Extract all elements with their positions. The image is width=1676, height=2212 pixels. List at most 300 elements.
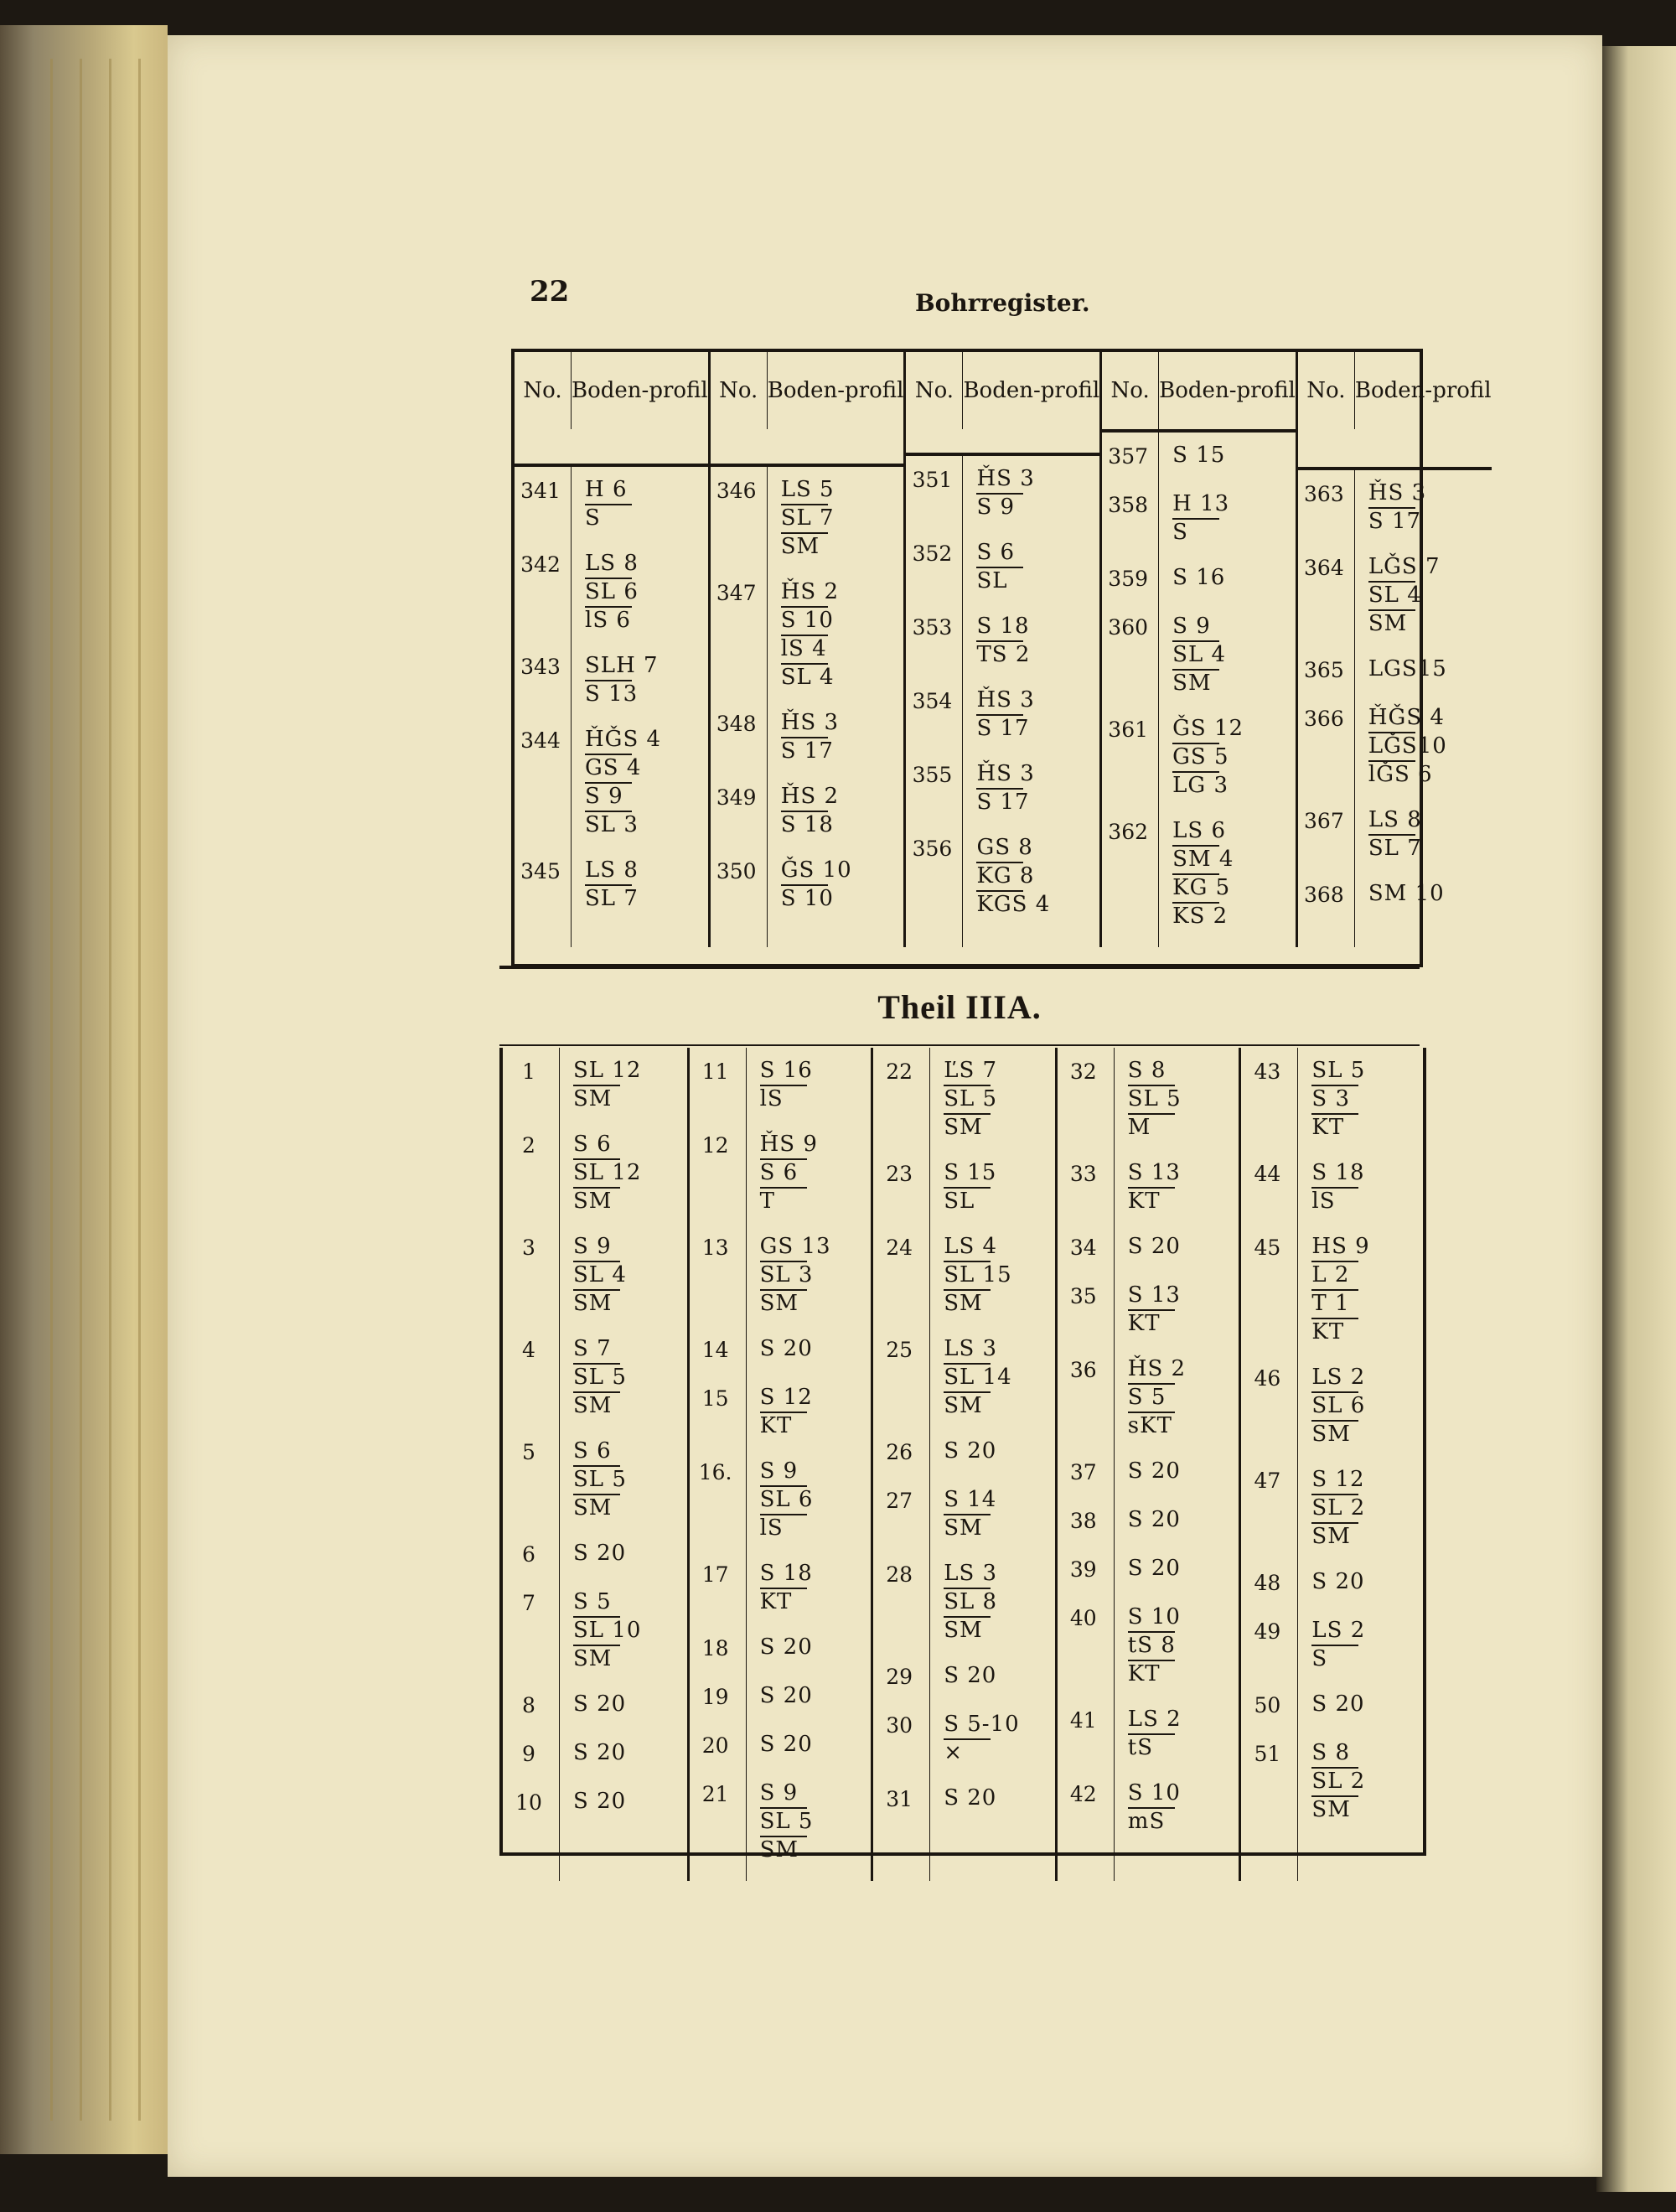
bore-number: 36 — [1069, 1358, 1097, 1382]
header-line: Boden- — [963, 377, 1041, 403]
soil-layer: LS 3 — [944, 1561, 998, 1586]
soil-layer: SL 2 — [1311, 1494, 1423, 1522]
bore-number: 362 — [1108, 820, 1149, 844]
soil-layer: S 7 — [573, 1336, 612, 1361]
column-header-bodenprofil — [572, 352, 708, 429]
soil-layer: ȞS 3 — [976, 687, 1035, 712]
soil-layer: SM — [760, 1289, 872, 1318]
soil-layer: S 3 — [1311, 1085, 1423, 1113]
register-entry — [690, 1383, 872, 1440]
table-column — [503, 1048, 687, 1881]
bore-number: 47 — [1254, 1469, 1281, 1493]
soil-layer: S 18 — [976, 614, 1030, 639]
soil-layer: S 12 — [1311, 1467, 1365, 1492]
register-entry — [1058, 1603, 1239, 1688]
register-entry — [1058, 1457, 1239, 1489]
soil-layer: S 5-10 — [944, 1712, 1020, 1737]
register-entry — [1058, 1281, 1239, 1338]
soil-layer: S 9 — [1172, 614, 1211, 639]
bore-number: 40 — [1069, 1606, 1097, 1630]
facing-page-edge — [1596, 46, 1676, 2192]
soil-layer: KT — [1311, 1318, 1423, 1346]
bore-number: 344 — [520, 728, 561, 754]
soil-layer: ȞǦS 4 — [585, 727, 662, 753]
soil-layer: KT — [1128, 1660, 1239, 1688]
register-entry — [1298, 806, 1492, 863]
bore-number: 1 — [522, 1059, 535, 1084]
bore-number: 21 — [701, 1782, 729, 1806]
soil-layer: SL 5 — [573, 1465, 687, 1494]
soil-layer: S 20 — [573, 1740, 627, 1765]
soil-layer: S 10 — [781, 884, 904, 913]
soil-layer: SM — [760, 1836, 872, 1864]
bore-number: 42 — [1069, 1782, 1097, 1806]
bore-number: 353 — [912, 615, 953, 640]
register-entry — [873, 1334, 1055, 1420]
bore-number: 51 — [1254, 1742, 1281, 1766]
bore-number: 10 — [515, 1790, 542, 1815]
bore-number: 14 — [701, 1338, 729, 1362]
soil-layer: S 10 — [1127, 1780, 1181, 1805]
column-header-no: No. — [1298, 352, 1355, 429]
soil-layer: SL 5 — [1311, 1058, 1366, 1083]
soil-layer: S 8 — [1127, 1058, 1166, 1083]
soil-layer: ȞS 3 — [976, 466, 1035, 491]
soil-layer: S 14 — [944, 1487, 997, 1512]
bore-number: 49 — [1254, 1619, 1281, 1644]
bore-number: 341 — [520, 479, 561, 504]
soil-layer: S 17 — [781, 737, 904, 765]
soil-layer: ȞS 3 — [1368, 480, 1427, 506]
register-entry — [906, 464, 1099, 521]
register-entry — [1298, 703, 1492, 789]
soil-layer: T — [760, 1187, 872, 1215]
soil-layer: S 20 — [759, 1683, 813, 1708]
soil-layer: SL 7 — [585, 884, 708, 913]
soil-layer: ǦS 12 — [1172, 716, 1244, 741]
soil-layer: LS 3 — [944, 1336, 998, 1361]
soil-layer: SL — [976, 567, 1099, 595]
register-entry — [1102, 490, 1296, 547]
soil-layer: S 17 — [976, 714, 1099, 743]
bore-number: 7 — [522, 1591, 535, 1615]
register-entry — [503, 1588, 687, 1673]
register-entry — [1241, 1363, 1423, 1448]
soil-layer: SL 3 — [585, 811, 708, 839]
soil-layer: ȞS 9 — [759, 1132, 818, 1157]
register-entry — [1298, 655, 1492, 686]
soil-layer: lS 6 — [585, 606, 708, 635]
bore-number: 32 — [1069, 1059, 1097, 1084]
soil-layer: SL 7 — [781, 504, 904, 532]
soil-layer: S 5 — [1128, 1383, 1239, 1412]
soil-layer: S 20 — [944, 1663, 997, 1688]
table-column — [1055, 1048, 1239, 1881]
bore-number: 33 — [1069, 1162, 1097, 1186]
table-column — [1296, 352, 1492, 947]
soil-layer: SL 2 — [1311, 1767, 1423, 1795]
register-entry — [515, 651, 708, 708]
register-entry — [1298, 552, 1492, 638]
soil-layer: LG 3 — [1172, 771, 1296, 800]
soil-layer: SL — [944, 1187, 1055, 1215]
column-header-no: No. — [906, 352, 963, 429]
register-entry — [873, 1784, 1055, 1816]
soil-layer: S 9 — [759, 1458, 799, 1484]
bore-number: 349 — [716, 785, 757, 811]
soil-layer: SM — [573, 1085, 687, 1113]
soil-layer: SM — [573, 1494, 687, 1522]
register-entry — [690, 1633, 872, 1665]
soil-layer: LǦS10 — [1368, 732, 1492, 760]
soil-layer: SM — [944, 1391, 1055, 1420]
bore-number: 4 — [522, 1338, 535, 1362]
bore-number: 17 — [701, 1562, 729, 1587]
soil-layer: ĽS 7 — [944, 1058, 998, 1083]
soil-layer: SM — [573, 1289, 687, 1318]
soil-layer: S 13 — [1127, 1282, 1181, 1308]
soil-layer: S — [1311, 1645, 1423, 1673]
soil-layer: KT — [760, 1588, 872, 1616]
bore-number: 39 — [1069, 1557, 1097, 1582]
column-header-bodenprofil — [1355, 352, 1492, 429]
soil-layer: S — [585, 504, 708, 532]
bore-number: 41 — [1069, 1708, 1097, 1733]
soil-layer: S 13 — [585, 680, 708, 708]
soil-layer: LS 8 — [585, 551, 639, 577]
soil-layer: KG 5 — [1172, 873, 1296, 902]
register-entry — [1241, 1232, 1423, 1346]
soil-layer: S 9 — [573, 1234, 612, 1259]
bore-number: 11 — [701, 1059, 729, 1084]
soil-layer: mS — [1128, 1807, 1239, 1836]
register-entry — [1058, 1554, 1239, 1586]
register-entry — [503, 1334, 687, 1420]
register-entry — [1298, 879, 1492, 911]
soil-layer: ȞS 2 — [780, 784, 840, 810]
soil-layer: HS 9 — [1311, 1234, 1370, 1259]
soil-layer: LS 8 — [585, 857, 639, 883]
bore-number: 12 — [701, 1133, 729, 1158]
register-entry — [503, 1787, 687, 1819]
soil-layer: SL 4 — [1172, 640, 1296, 669]
register-entry — [690, 1779, 872, 1864]
register-entry — [711, 782, 904, 839]
register-entry — [906, 538, 1099, 595]
register-entry — [711, 856, 904, 913]
register-entry — [906, 759, 1099, 816]
column-header-bodenprofil — [1159, 352, 1296, 429]
bore-number: 15 — [701, 1386, 729, 1411]
soil-layer: SL 7 — [1368, 834, 1492, 863]
register-entry — [690, 1559, 872, 1616]
soil-layer: GS 5 — [1172, 743, 1296, 771]
register-entry — [1241, 1738, 1423, 1824]
bore-number: 45 — [1254, 1236, 1281, 1260]
register-entry — [906, 833, 1099, 919]
header-line: Boden- — [1159, 377, 1237, 403]
bore-number: 350 — [716, 859, 757, 884]
bore-number: 354 — [912, 689, 953, 713]
bore-number: 46 — [1254, 1366, 1281, 1391]
soil-layer: SL 5 — [573, 1363, 687, 1391]
register-entry — [873, 1056, 1055, 1142]
bore-number: 8 — [522, 1693, 535, 1717]
register-entry — [711, 708, 904, 765]
bore-number: 44 — [1254, 1162, 1281, 1186]
table-column — [1099, 352, 1296, 947]
bore-number: 23 — [886, 1162, 913, 1186]
header-line: profil — [649, 377, 708, 403]
soil-layer: S 20 — [1127, 1458, 1181, 1484]
soil-layer: KT — [1128, 1309, 1239, 1338]
soil-layer: LS 2 — [1127, 1707, 1182, 1732]
soil-layer: S 15 — [1172, 443, 1226, 468]
bore-number: 357 — [1108, 444, 1149, 469]
soil-layer: tS — [1128, 1733, 1239, 1762]
soil-layer: SL 5 — [944, 1085, 1055, 1113]
soil-layer: S 13 — [1127, 1160, 1181, 1185]
soil-layer: SM — [573, 1391, 687, 1420]
soil-layer: S 9 — [585, 782, 708, 811]
bore-number: 345 — [520, 859, 561, 884]
register-entry — [906, 612, 1099, 669]
soil-layer: LGS15 — [1368, 656, 1447, 682]
bore-number: 361 — [1108, 717, 1149, 742]
bore-number: 346 — [716, 479, 757, 504]
bore-number: 2 — [522, 1133, 535, 1158]
table-column — [687, 1048, 872, 1881]
soil-layer: S 20 — [1311, 1569, 1365, 1594]
register-entry — [515, 475, 708, 532]
column-header-no: No. — [1102, 352, 1159, 429]
soil-layer: lS — [760, 1085, 872, 1113]
soil-layer: S 6 — [573, 1438, 612, 1463]
soil-layer: KGS 4 — [976, 890, 1099, 919]
register-entry — [503, 1539, 687, 1571]
soil-layer: S 20 — [1127, 1507, 1181, 1532]
register-table-top — [511, 349, 1492, 967]
bore-number: 6 — [522, 1542, 535, 1567]
register-entry — [873, 1232, 1055, 1318]
soil-layer: S 9 — [976, 493, 1099, 521]
register-entry — [1102, 612, 1296, 697]
soil-layer: TS 2 — [976, 640, 1099, 669]
bore-number: 38 — [1069, 1509, 1097, 1533]
soil-layer: SM — [1368, 609, 1492, 638]
register-entry — [873, 1710, 1055, 1767]
soil-layer: S 6 — [976, 540, 1016, 565]
soil-layer: SM — [781, 532, 904, 561]
soil-layer: lS — [760, 1514, 872, 1542]
bore-number: 9 — [522, 1742, 535, 1766]
bore-number: 358 — [1108, 493, 1149, 517]
soil-layer: SM — [944, 1289, 1055, 1318]
soil-layer: sKT — [1128, 1412, 1239, 1440]
soil-layer: S 17 — [976, 788, 1099, 816]
register-entry — [690, 1232, 872, 1318]
soil-layer: L 2 — [1311, 1261, 1423, 1289]
soil-layer: S 18 — [781, 811, 904, 839]
soil-layer: SM — [573, 1187, 687, 1215]
soil-layer: SM 4 — [1172, 845, 1296, 873]
soil-layer: SM — [1311, 1420, 1423, 1448]
bore-number: 48 — [1254, 1571, 1281, 1595]
soil-layer: S 20 — [573, 1691, 627, 1717]
bore-number: 26 — [886, 1440, 913, 1464]
register-entry — [690, 1334, 872, 1366]
bore-number: 355 — [912, 763, 953, 787]
register-entry — [1298, 479, 1492, 536]
soil-layer: S 17 — [1368, 507, 1492, 536]
soil-layer: ȞS 3 — [780, 710, 840, 736]
soil-layer: ǦS 10 — [780, 857, 852, 883]
bore-number: 347 — [716, 581, 757, 606]
register-entry — [515, 725, 708, 839]
soil-layer: S 16 — [1172, 565, 1226, 590]
bore-number: 31 — [886, 1787, 913, 1811]
register-entry — [1102, 714, 1296, 800]
bore-number: 359 — [1108, 567, 1149, 591]
soil-layer: S — [1172, 518, 1296, 547]
soil-layer: S 20 — [759, 1732, 813, 1757]
register-entry — [503, 1232, 687, 1318]
header-line: Boden- — [1354, 377, 1433, 403]
running-head: Bohrregister. — [915, 289, 1090, 317]
soil-layer: H 13 — [1172, 491, 1230, 516]
column-header-no: No. — [711, 352, 768, 429]
register-entry — [503, 1130, 687, 1215]
soil-layer: LS 4 — [944, 1234, 998, 1259]
register-entry — [711, 578, 904, 692]
soil-layer: SM — [944, 1616, 1055, 1645]
register-entry — [1058, 1505, 1239, 1537]
soil-layer: S 18 — [759, 1561, 813, 1586]
register-entry — [690, 1130, 872, 1215]
soil-layer: SL 3 — [760, 1261, 872, 1289]
soil-layer: SM 10 — [1368, 881, 1445, 907]
header-line: Boden- — [572, 377, 649, 403]
soil-layer: KS 2 — [1172, 902, 1296, 930]
bore-number: 368 — [1304, 883, 1344, 908]
bore-number: 352 — [912, 541, 953, 566]
bore-number: 360 — [1108, 615, 1149, 640]
soil-layer: S 15 — [944, 1160, 997, 1185]
soil-layer: ȞS 3 — [976, 761, 1035, 786]
book-page-edges — [0, 25, 168, 2154]
register-entry — [711, 475, 904, 561]
column-header-bodenprofil — [963, 352, 1099, 429]
register-entry — [503, 1690, 687, 1722]
table-column — [903, 352, 1099, 947]
register-entry — [1241, 1616, 1423, 1673]
soil-layer: GS 13 — [759, 1234, 831, 1259]
bore-number: 37 — [1069, 1460, 1097, 1484]
soil-layer: SL 8 — [944, 1588, 1055, 1616]
soil-layer: lS 4 — [781, 635, 904, 663]
register-entry — [503, 1437, 687, 1522]
bore-number: 365 — [1304, 658, 1344, 683]
register-entry — [690, 1730, 872, 1762]
soil-layer: LS 6 — [1172, 818, 1227, 843]
soil-layer: S 9 — [759, 1780, 799, 1805]
soil-layer: ȞS 2 — [1127, 1356, 1187, 1381]
soil-layer: SM — [944, 1514, 1055, 1542]
soil-layer: SL 12 — [573, 1158, 687, 1187]
soil-layer: ȞS 2 — [780, 579, 840, 605]
bore-number: 351 — [912, 468, 953, 492]
soil-layer: LS 5 — [780, 477, 835, 503]
register-entry — [1241, 1158, 1423, 1215]
register-entry — [1241, 1465, 1423, 1551]
register-entry — [1058, 1232, 1239, 1264]
soil-layer: S 16 — [759, 1058, 813, 1083]
soil-layer: S 20 — [759, 1634, 813, 1660]
bore-number: 19 — [701, 1685, 729, 1709]
bore-number: 28 — [886, 1562, 913, 1587]
soil-layer: KG 8 — [976, 862, 1099, 890]
register-entry — [515, 856, 708, 913]
bore-number: 343 — [520, 655, 561, 680]
bore-number: 342 — [520, 552, 561, 578]
column-header-no: No. — [515, 352, 572, 429]
bore-number: 34 — [1069, 1236, 1097, 1260]
soil-layer: S 20 — [944, 1438, 997, 1463]
table-column — [1239, 1048, 1423, 1881]
bore-number: 50 — [1254, 1693, 1281, 1717]
register-entry — [873, 1485, 1055, 1542]
register-entry — [906, 686, 1099, 743]
register-entry — [1058, 1158, 1239, 1215]
soil-layer: LS 2 — [1311, 1618, 1366, 1643]
register-entry — [1241, 1567, 1423, 1599]
soil-layer: GS 4 — [585, 754, 708, 782]
section-title: Theil IIIA. — [499, 966, 1420, 1046]
register-entry — [1241, 1056, 1423, 1142]
soil-layer: SL 6 — [585, 578, 708, 606]
bore-number: 364 — [1304, 556, 1344, 581]
table-column — [708, 352, 904, 947]
bore-number: 367 — [1304, 809, 1344, 834]
bore-number: 24 — [886, 1236, 913, 1260]
header-line: profil — [845, 377, 904, 403]
soil-layer: SL 4 — [781, 663, 904, 692]
bore-number: 13 — [701, 1236, 729, 1260]
soil-layer: T 1 — [1311, 1289, 1423, 1318]
column-header-bodenprofil — [768, 352, 904, 429]
bore-number: 18 — [701, 1636, 729, 1660]
register-entry — [515, 549, 708, 635]
soil-layer: GS 8 — [976, 835, 1033, 860]
register-entry — [690, 1457, 872, 1542]
soil-layer: SL 4 — [1368, 581, 1492, 609]
soil-layer: S 20 — [1127, 1556, 1181, 1581]
soil-layer: M — [1128, 1113, 1239, 1142]
soil-layer: S 20 — [944, 1785, 997, 1811]
bore-number: 29 — [886, 1665, 913, 1689]
soil-layer: ȞǦS 4 — [1368, 705, 1445, 731]
register-entry — [690, 1681, 872, 1713]
soil-layer: S 20 — [759, 1336, 813, 1361]
table-column — [871, 1048, 1055, 1881]
soil-layer: SM — [944, 1113, 1055, 1142]
register-entry — [690, 1056, 872, 1113]
register-entry — [1058, 1056, 1239, 1142]
soil-layer: S 12 — [759, 1385, 813, 1410]
soil-layer: SL 5 — [760, 1807, 872, 1836]
soil-layer: S 20 — [573, 1541, 627, 1566]
soil-layer: S 10 — [781, 606, 904, 635]
